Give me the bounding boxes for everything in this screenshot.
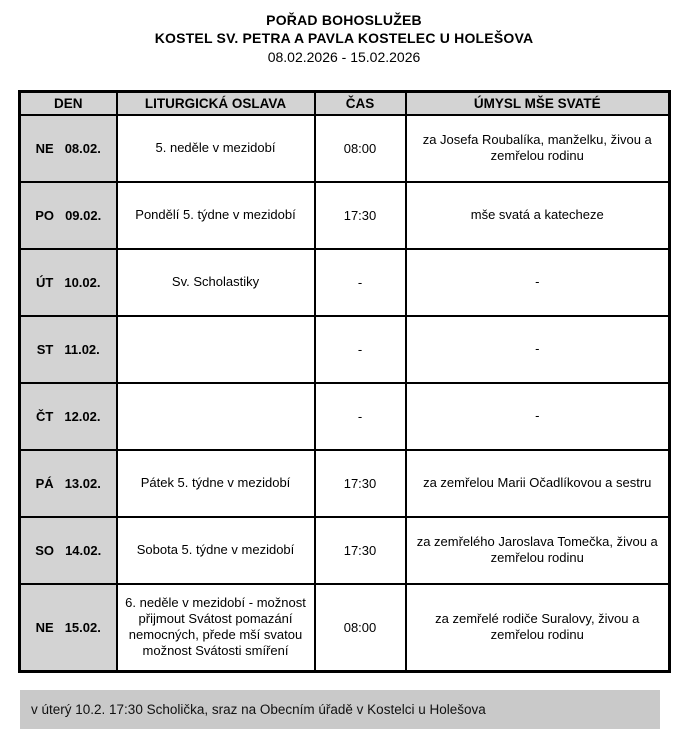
page-title: POŘAD BOHOSLUŽEB <box>266 12 422 28</box>
intention-cell: za zemřelé rodiče Suralovy, živou a zemřelou rodinu <box>406 584 670 672</box>
celebration-cell: 6. neděle v mezidobí - možnost přijmout Svátost pomazání nemocných, přede mší svatou možnost Svátosti smíření <box>117 584 315 672</box>
day-cell <box>20 249 117 316</box>
column-header-intention: ÚMYSL MŠE SVATÉ <box>406 92 670 115</box>
table-header-row <box>20 92 670 115</box>
day-cell <box>20 584 117 672</box>
celebration-cell: Pondělí 5. týdne v mezidobí <box>117 182 315 249</box>
celebration-cell: Pátek 5. týdne v mezidobí <box>117 450 315 517</box>
day-abbrev: NE <box>35 140 54 156</box>
table-row <box>20 115 670 182</box>
table-row <box>20 316 670 383</box>
intention-cell: za zemřelého Jaroslava Tomečka, živou a zemřelou rodinu <box>406 517 670 584</box>
footer-announcement-text: v úterý 10.2. 17:30 Scholička, sraz na Obecním úřadě v Kostelci u Holešova <box>31 702 486 717</box>
day-date: 11.02. <box>64 341 100 357</box>
celebration-cell: Sobota 5. týdne v mezidobí <box>117 517 315 584</box>
intention-cell: za zemřelou Marii Očadlíkovou a sestru <box>406 450 670 517</box>
intention-cell: mše svatá a katecheze <box>406 182 670 249</box>
date-range: 08.02.2026 - 15.02.2026 <box>267 49 421 65</box>
day-cell <box>20 450 117 517</box>
time-cell: 08:00 <box>315 115 406 182</box>
time-cell: 17:30 <box>315 450 406 517</box>
time-cell: 17:30 <box>315 517 406 584</box>
table-row <box>20 249 670 316</box>
day-cell <box>20 316 117 383</box>
table-row <box>20 383 670 450</box>
column-header-day: DEN <box>20 92 117 115</box>
day-date: 14.02. <box>65 542 102 558</box>
day-date: 13.02. <box>64 475 101 491</box>
day-abbrev: NE <box>35 619 54 635</box>
day-cell <box>20 383 117 450</box>
day-date: 12.02. <box>64 408 101 424</box>
time-cell: - <box>315 249 406 316</box>
table-row <box>20 517 670 584</box>
title-block <box>0 0 688 66</box>
celebration-cell <box>117 383 315 450</box>
day-cell <box>20 517 117 584</box>
intention-cell: - <box>406 316 670 383</box>
day-cell <box>20 182 117 249</box>
footer-announcement <box>20 690 660 729</box>
day-date: 15.02. <box>64 619 101 635</box>
day-abbrev: SO <box>35 542 55 558</box>
celebration-cell: 5. neděle v mezidobí <box>117 115 315 182</box>
day-date: 09.02. <box>65 207 102 223</box>
intention-cell: - <box>406 383 670 450</box>
day-abbrev: PO <box>35 207 55 223</box>
celebration-cell: Sv. Scholastiky <box>117 249 315 316</box>
table-row <box>20 584 670 672</box>
column-header-time: ČAS <box>315 92 406 115</box>
intention-cell: za Josefa Roubalíka, manželku, živou a zemřelou rodinu <box>406 115 670 182</box>
day-cell <box>20 115 117 182</box>
church-name: KOSTEL SV. PETRA A PAVLA KOSTELEC U HOLEŠOVA <box>154 30 534 46</box>
time-cell: - <box>315 383 406 450</box>
intention-cell: - <box>406 249 670 316</box>
day-date: 10.02. <box>64 274 101 290</box>
day-abbrev: PÁ <box>35 475 54 491</box>
time-cell: - <box>315 316 406 383</box>
day-date: 08.02. <box>64 140 101 156</box>
time-cell: 17:30 <box>315 182 406 249</box>
day-abbrev: ČT <box>36 408 54 424</box>
column-header-celebration: LITURGICKÁ OSLAVA <box>117 92 315 115</box>
schedule-table <box>18 90 671 673</box>
table-row <box>20 450 670 517</box>
day-abbrev: ÚT <box>36 274 54 290</box>
time-cell: 08:00 <box>315 584 406 672</box>
celebration-cell <box>117 316 315 383</box>
day-abbrev: ST <box>36 341 54 357</box>
table-row <box>20 182 670 249</box>
